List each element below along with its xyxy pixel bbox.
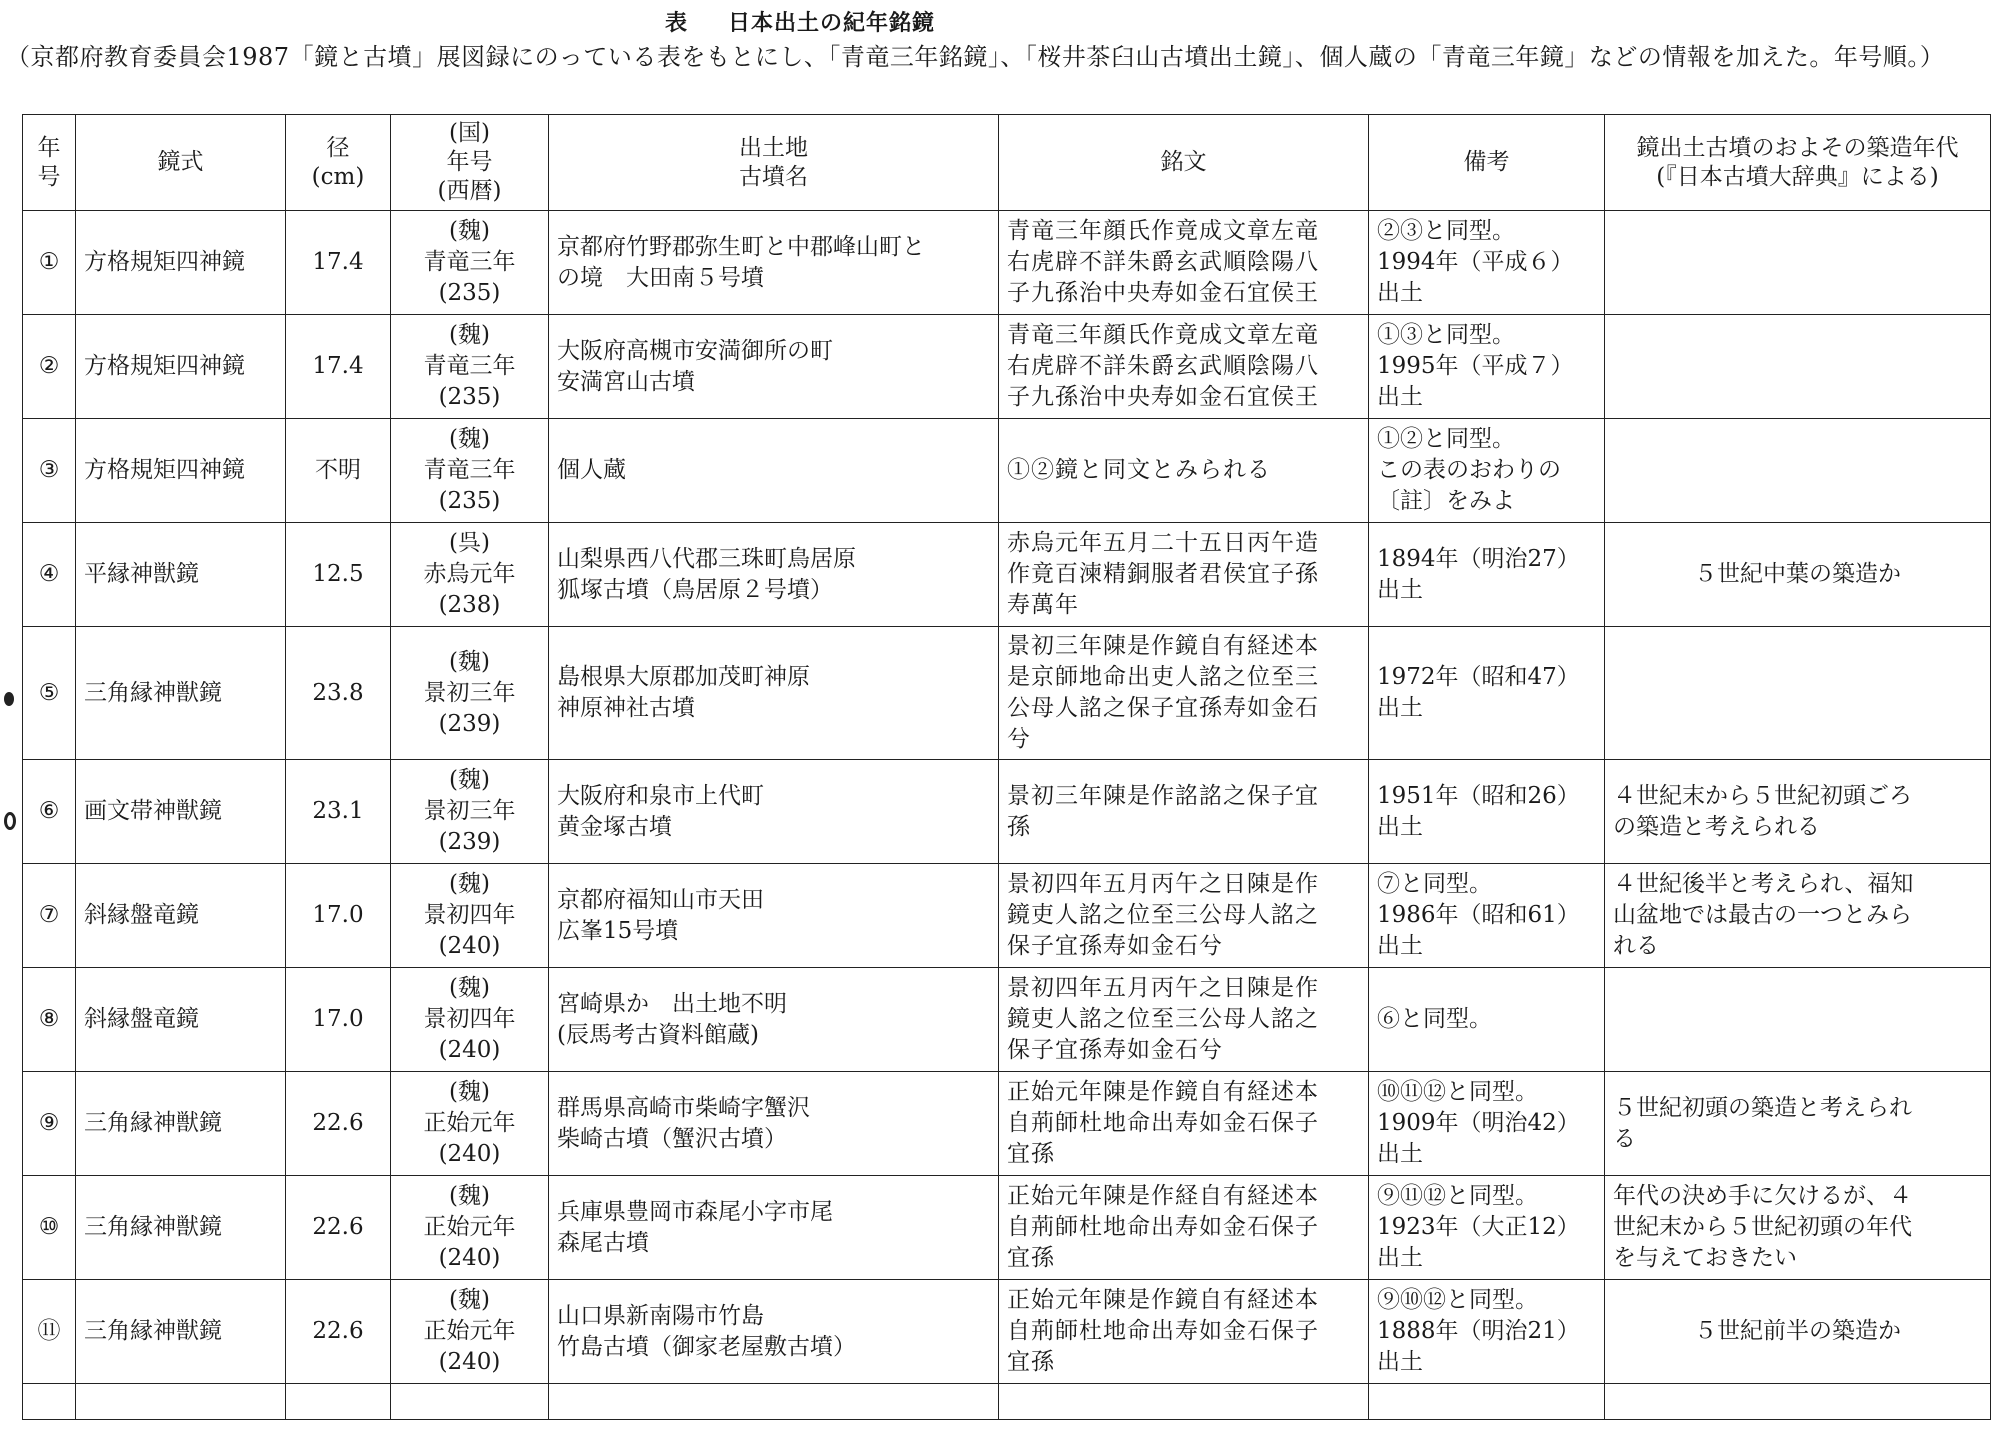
cell-place bbox=[549, 1280, 999, 1384]
cell-notes bbox=[1369, 211, 1605, 315]
cell-notes bbox=[1369, 760, 1605, 864]
cell-era bbox=[391, 864, 549, 968]
era-line: (呉) bbox=[449, 530, 490, 556]
era-line: (魏) bbox=[449, 767, 490, 793]
inscription-line: 作竟百湅精銅服者君侯宜子孫 bbox=[1007, 561, 1319, 587]
cell-empty bbox=[549, 1384, 999, 1420]
cell-construction-date bbox=[1605, 1072, 1991, 1176]
era-line: 景初四年 bbox=[423, 1006, 516, 1032]
table-caption: （京都府教育委員会1987「鏡と古墳」展図録にのっている表をもとにし、「青竜三年銘鏡」、「桜井茶臼山古墳出土鏡」、個人蔵の「青竜三年鏡」などの情報を加えた。年号順。） bbox=[6, 43, 1945, 71]
place-line: 個人蔵 bbox=[557, 457, 626, 483]
header-era-line: (国) bbox=[449, 120, 490, 146]
era-line: (240) bbox=[438, 1141, 501, 1167]
cell-construction-date bbox=[1605, 1176, 1991, 1280]
cell-era bbox=[391, 760, 549, 864]
notes-line: 1994年（平成６） bbox=[1377, 249, 1574, 275]
cell-diameter: 17.0 bbox=[286, 968, 391, 1072]
place-line: 山口県新南陽市竹島 bbox=[557, 1302, 764, 1329]
era-line: 正始元年 bbox=[423, 1110, 516, 1136]
place-line: 狐塚古墳（鳥居原２号墳） bbox=[557, 576, 833, 603]
header-place-line: 古墳名 bbox=[739, 163, 808, 190]
cell-notes bbox=[1369, 315, 1605, 419]
notes-line: 1972年（昭和47） bbox=[1377, 664, 1580, 690]
cell-era bbox=[391, 968, 549, 1072]
notes-line: 1986年（昭和61） bbox=[1377, 902, 1580, 928]
place-line: 竹島古墳（御家老屋敷古墳） bbox=[557, 1333, 856, 1360]
notes-line: 1894年（明治27） bbox=[1377, 545, 1580, 572]
place-line: 広峯15号墳 bbox=[557, 917, 679, 944]
era-line: (魏) bbox=[449, 975, 490, 1001]
cell-empty bbox=[1369, 1384, 1605, 1420]
header-no-char: 年 bbox=[37, 134, 61, 161]
cell-era bbox=[391, 1176, 549, 1280]
cell-place bbox=[549, 864, 999, 968]
place-line: 柴崎古墳（蟹沢古墳） bbox=[557, 1125, 787, 1152]
header-type: 鏡式 bbox=[76, 115, 286, 211]
cell-place bbox=[549, 627, 999, 760]
cell-construction-date bbox=[1605, 864, 1991, 968]
cell-place bbox=[549, 419, 999, 523]
inscription-line: 宜孫 bbox=[1007, 1141, 1055, 1167]
era-line: 赤烏元年 bbox=[423, 561, 516, 587]
era-line: (魏) bbox=[449, 1183, 490, 1209]
place-line: の境 大田南５号墳 bbox=[557, 264, 764, 291]
cell-empty bbox=[76, 1384, 286, 1420]
header-place bbox=[549, 115, 999, 211]
cell-empty bbox=[1605, 1384, 1991, 1420]
inscription-line: 景初三年陳是作詺詺之保子宜 bbox=[1007, 782, 1319, 809]
cell-diameter: 12.5 bbox=[286, 523, 391, 627]
cell-mirror-type: 三角縁神獣鏡 bbox=[76, 1176, 286, 1280]
inscription-line: 宜孫 bbox=[1007, 1245, 1055, 1271]
cell-construction-date bbox=[1605, 523, 1991, 627]
inscription-line: 青竜三年顔氏作竟成文章左竜 bbox=[1007, 322, 1319, 348]
notes-line: 出土 bbox=[1377, 1141, 1423, 1167]
notes-line: 出土 bbox=[1377, 384, 1423, 410]
notes-line: 出土 bbox=[1377, 933, 1423, 959]
cell-no: ⑪ bbox=[23, 1280, 76, 1384]
date-line: 世紀末から５世紀初頭の年代 bbox=[1613, 1214, 1912, 1240]
margin-mark bbox=[4, 692, 14, 706]
era-line: (魏) bbox=[449, 218, 490, 244]
header-era-line: (西暦) bbox=[437, 178, 502, 204]
header-place-line: 出土地 bbox=[739, 134, 808, 161]
cell-notes bbox=[1369, 864, 1605, 968]
place-line: 黄金塚古墳 bbox=[557, 813, 672, 840]
cell-diameter: 17.4 bbox=[286, 211, 391, 315]
header-construction-date bbox=[1605, 115, 1991, 211]
era-line: (魏) bbox=[449, 1287, 490, 1313]
header-row bbox=[23, 115, 1991, 211]
table-row bbox=[23, 864, 1991, 968]
place-line: (辰馬考古資料館蔵) bbox=[557, 1021, 759, 1048]
notes-line: ⑦と同型。 bbox=[1377, 871, 1492, 897]
inscription-line: 鏡吏人詺之位至三公母人詺之 bbox=[1007, 902, 1319, 928]
notes-line: 1995年（平成７） bbox=[1377, 353, 1574, 379]
era-line: (魏) bbox=[449, 648, 490, 675]
cell-no: ④ bbox=[23, 523, 76, 627]
place-line: 大阪府和泉市上代町 bbox=[557, 782, 764, 809]
era-line: (240) bbox=[438, 933, 501, 959]
inscription-line: 公母人詺之保子宜孫寿如金石 bbox=[1007, 695, 1319, 721]
cell-diameter: 17.0 bbox=[286, 864, 391, 968]
notes-line: 出土 bbox=[1377, 813, 1423, 840]
notes-line: ①②と同型。 bbox=[1377, 426, 1515, 452]
notes-line: ⑨⑪⑫と同型。 bbox=[1377, 1183, 1538, 1209]
inscription-line: 正始元年陳是作鏡自有経述本 bbox=[1007, 1287, 1319, 1313]
cell-mirror-type: 平縁神獣鏡 bbox=[76, 523, 286, 627]
inscription-line: 孫 bbox=[1007, 813, 1031, 840]
date-line: を与えておきたい bbox=[1613, 1245, 1797, 1271]
cell-mirror-type: 方格規矩四神鏡 bbox=[76, 315, 286, 419]
cell-empty bbox=[286, 1384, 391, 1420]
era-line: 青竜三年 bbox=[423, 353, 516, 379]
header-diameter-line: (cm) bbox=[311, 163, 365, 190]
cell-inscription bbox=[999, 760, 1369, 864]
era-line: (魏) bbox=[449, 871, 490, 897]
cell-no: ⑧ bbox=[23, 968, 76, 1072]
date-line: の築造と考えられる bbox=[1613, 813, 1820, 840]
cell-no: ⑤ bbox=[23, 627, 76, 760]
cell-no: ⑦ bbox=[23, 864, 76, 968]
cell-mirror-type: 方格規矩四神鏡 bbox=[76, 419, 286, 523]
inscription-line: 景初四年五月丙午之日陳是作 bbox=[1007, 975, 1319, 1001]
notes-line: ①③と同型。 bbox=[1377, 322, 1515, 348]
cell-no: ⑥ bbox=[23, 760, 76, 864]
cell-mirror-type: 三角縁神獣鏡 bbox=[76, 1072, 286, 1176]
era-line: (魏) bbox=[449, 322, 490, 348]
cell-diameter: 22.6 bbox=[286, 1280, 391, 1384]
cell-inscription bbox=[999, 864, 1369, 968]
cell-diameter: 22.6 bbox=[286, 1072, 391, 1176]
cell-no: ③ bbox=[23, 419, 76, 523]
cell-construction-date bbox=[1605, 760, 1991, 864]
cell-diameter: 22.6 bbox=[286, 1176, 391, 1280]
cell-notes bbox=[1369, 968, 1605, 1072]
cell-construction-date bbox=[1605, 419, 1991, 523]
cell-construction-date bbox=[1605, 968, 1991, 1072]
notes-line: ⑩⑪⑫と同型。 bbox=[1377, 1079, 1538, 1105]
date-line: ５世紀中葉の築造か bbox=[1694, 561, 1901, 587]
notes-line: この表のおわりの bbox=[1377, 457, 1561, 483]
inscription-line: 寿萬年 bbox=[1007, 592, 1079, 618]
cell-inscription bbox=[999, 211, 1369, 315]
margin-mark bbox=[4, 812, 16, 830]
era-line: 青竜三年 bbox=[423, 249, 516, 275]
inscription-line: 青竜三年顔氏作竟成文章左竜 bbox=[1007, 218, 1319, 244]
cell-notes bbox=[1369, 1176, 1605, 1280]
era-line: 正始元年 bbox=[423, 1318, 516, 1344]
table-body bbox=[23, 211, 1991, 1420]
inscription-line: 赤烏元年五月二十五日丙午造 bbox=[1007, 530, 1319, 556]
cell-inscription bbox=[999, 627, 1369, 760]
era-line: 景初三年 bbox=[423, 798, 516, 824]
cell-notes bbox=[1369, 523, 1605, 627]
cell-place bbox=[549, 760, 999, 864]
cell-notes bbox=[1369, 1072, 1605, 1176]
place-line: 京都府福知山市天田 bbox=[557, 886, 764, 913]
cell-place bbox=[549, 1072, 999, 1176]
notes-line: 1923年（大正12） bbox=[1377, 1214, 1580, 1240]
notes-line: 1951年（昭和26） bbox=[1377, 782, 1580, 809]
cell-era bbox=[391, 315, 549, 419]
cell-era bbox=[391, 1280, 549, 1384]
dated-mirror-table bbox=[22, 114, 1991, 1420]
header-date-line: (『日本古墳大辞典』による) bbox=[1656, 163, 1939, 190]
place-line: 島根県大原郡加茂町神原 bbox=[557, 664, 810, 690]
notes-line: 出土 bbox=[1377, 1245, 1423, 1271]
era-line: 正始元年 bbox=[423, 1214, 516, 1240]
era-line: (238) bbox=[438, 592, 501, 618]
era-line: (240) bbox=[438, 1349, 501, 1375]
place-line: 森尾古墳 bbox=[557, 1229, 649, 1256]
cell-inscription bbox=[999, 523, 1369, 627]
cell-era bbox=[391, 627, 549, 760]
era-line: 景初四年 bbox=[423, 902, 516, 928]
place-line: 安満宮山古墳 bbox=[557, 368, 695, 395]
cell-era bbox=[391, 419, 549, 523]
date-line: ４世紀末から５世紀初頭ごろ bbox=[1613, 782, 1912, 809]
era-line: 景初三年 bbox=[423, 679, 516, 706]
header-diameter-line: 径 bbox=[326, 134, 350, 161]
date-line: 山盆地では最古の一つとみら bbox=[1613, 902, 1912, 928]
cell-mirror-type: 三角縁神獣鏡 bbox=[76, 1280, 286, 1384]
table-row bbox=[23, 315, 1991, 419]
cell-construction-date bbox=[1605, 1280, 1991, 1384]
cell-era bbox=[391, 1072, 549, 1176]
cell-place bbox=[549, 523, 999, 627]
date-line: ４世紀後半と考えられ、福知 bbox=[1613, 871, 1914, 897]
cell-place bbox=[549, 315, 999, 419]
era-line: (魏) bbox=[449, 426, 490, 452]
cell-mirror-type: 方格規矩四神鏡 bbox=[76, 211, 286, 315]
inscription-line: 子九孫治中央寿如金石宜侯王 bbox=[1007, 384, 1319, 410]
cell-diameter: 不明 bbox=[286, 419, 391, 523]
inscription-line: 右虎辟不詳朱爵玄武順陰陽八 bbox=[1007, 249, 1319, 275]
inscription-line: 自荊師杜地命出寿如金石保子 bbox=[1007, 1214, 1319, 1240]
cell-diameter: 17.4 bbox=[286, 315, 391, 419]
table-row bbox=[23, 760, 1991, 864]
cell-empty bbox=[999, 1384, 1369, 1420]
notes-line: ⑨⑩⑫と同型。 bbox=[1377, 1287, 1538, 1313]
era-line: (235) bbox=[438, 280, 501, 306]
cell-place bbox=[549, 968, 999, 1072]
cell-empty bbox=[391, 1384, 549, 1420]
header-era bbox=[391, 115, 549, 211]
cell-era bbox=[391, 211, 549, 315]
cell-inscription bbox=[999, 419, 1369, 523]
place-line: 山梨県西八代郡三珠町鳥居原 bbox=[557, 545, 856, 572]
date-line: 年代の決め手に欠けるが、４ bbox=[1613, 1183, 1912, 1209]
notes-line: 〔註〕をみよ bbox=[1377, 488, 1515, 514]
cell-mirror-type: 斜縁盤竜鏡 bbox=[76, 864, 286, 968]
place-line: 宮崎県か 出土地不明 bbox=[557, 990, 787, 1017]
date-line: れる bbox=[1613, 933, 1659, 959]
header-no bbox=[23, 115, 76, 211]
inscription-line: 景初三年陳是作鏡自有経述本 bbox=[1007, 633, 1319, 659]
date-line: ５世紀初頭の築造と考えられ bbox=[1613, 1094, 1912, 1121]
table-row bbox=[23, 419, 1991, 523]
era-line: (240) bbox=[438, 1037, 501, 1063]
title-label: 表 bbox=[664, 11, 688, 36]
date-line: る bbox=[1613, 1125, 1636, 1152]
cell-empty bbox=[23, 1384, 76, 1420]
era-line: (魏) bbox=[449, 1079, 490, 1105]
cell-inscription bbox=[999, 1280, 1369, 1384]
header-date-line: 鏡出土古墳のおよその築造年代 bbox=[1636, 134, 1959, 161]
table-row bbox=[23, 968, 1991, 1072]
era-line: (235) bbox=[438, 488, 501, 514]
inscription-line: ①②鏡と同文とみられる bbox=[1007, 457, 1271, 483]
table-row bbox=[23, 523, 1991, 627]
era-line: 青竜三年 bbox=[423, 457, 516, 483]
cell-construction-date bbox=[1605, 315, 1991, 419]
era-line: (240) bbox=[438, 1245, 501, 1271]
inscription-line: 自荊師杜地命出寿如金石保子 bbox=[1007, 1318, 1319, 1344]
notes-line: 出土 bbox=[1377, 576, 1423, 603]
header-no-char: 号 bbox=[37, 163, 61, 190]
cell-no: ② bbox=[23, 315, 76, 419]
cell-diameter: 23.1 bbox=[286, 760, 391, 864]
inscription-line: 景初四年五月丙午之日陳是作 bbox=[1007, 871, 1319, 897]
cell-notes bbox=[1369, 1280, 1605, 1384]
notes-line: 出土 bbox=[1377, 1349, 1423, 1375]
place-line: 大阪府高槻市安満御所の町 bbox=[557, 337, 833, 364]
notes-line: 出土 bbox=[1377, 695, 1423, 721]
inscription-line: 兮 bbox=[1007, 726, 1031, 752]
inscription-line: 保子宜孫寿如金石兮 bbox=[1007, 933, 1223, 959]
cell-place bbox=[549, 211, 999, 315]
inscription-line: 正始元年陳是作経自有経述本 bbox=[1007, 1183, 1319, 1209]
table-row bbox=[23, 1072, 1991, 1176]
page-title bbox=[0, 6, 1600, 37]
cell-inscription bbox=[999, 1176, 1369, 1280]
inscription-line: 自荊師杜地命出寿如金石保子 bbox=[1007, 1110, 1319, 1136]
place-line: 群馬県高崎市柴崎字蟹沢 bbox=[557, 1094, 810, 1121]
inscription-line: 右虎辟不詳朱爵玄武順陰陽八 bbox=[1007, 353, 1319, 379]
cell-notes bbox=[1369, 419, 1605, 523]
table-row bbox=[23, 1280, 1991, 1384]
header-diameter bbox=[286, 115, 391, 211]
table-row bbox=[23, 627, 1991, 760]
place-line: 京都府竹野郡弥生町と中郡峰山町と bbox=[557, 233, 925, 260]
cell-inscription bbox=[999, 315, 1369, 419]
cell-mirror-type: 斜縁盤竜鏡 bbox=[76, 968, 286, 1072]
inscription-line: 子九孫治中央寿如金石宜侯王 bbox=[1007, 280, 1319, 306]
cell-inscription bbox=[999, 1072, 1369, 1176]
cell-inscription bbox=[999, 968, 1369, 1072]
inscription-line: 正始元年陳是作鏡自有経述本 bbox=[1007, 1079, 1319, 1105]
notes-line: 1909年（明治42） bbox=[1377, 1110, 1580, 1136]
header-era-line: 年号 bbox=[446, 149, 493, 175]
cell-no: ① bbox=[23, 211, 76, 315]
era-line: (239) bbox=[438, 829, 501, 855]
cell-mirror-type: 画文帯神獣鏡 bbox=[76, 760, 286, 864]
cell-construction-date bbox=[1605, 211, 1991, 315]
title-text: 日本出土の紀年銘鏡 bbox=[728, 11, 936, 36]
table-row bbox=[23, 1176, 1991, 1280]
cell-diameter: 23.8 bbox=[286, 627, 391, 760]
inscription-line: 是京師地命出吏人詺之位至三 bbox=[1007, 664, 1319, 690]
notes-line: ⑥と同型。 bbox=[1377, 1006, 1492, 1032]
notes-line: 出土 bbox=[1377, 280, 1423, 306]
notes-line: ②③と同型。 bbox=[1377, 218, 1515, 244]
notes-line: 1888年（明治21） bbox=[1377, 1318, 1580, 1344]
table-row bbox=[23, 211, 1991, 315]
cell-no: ⑩ bbox=[23, 1176, 76, 1280]
inscription-line: 宜孫 bbox=[1007, 1349, 1055, 1375]
place-line: 兵庫県豊岡市森尾小字市尾 bbox=[557, 1198, 833, 1225]
header-inscription: 銘文 bbox=[999, 115, 1369, 211]
cell-notes bbox=[1369, 627, 1605, 760]
inscription-line: 鏡吏人詺之位至三公母人詺之 bbox=[1007, 1006, 1319, 1032]
cell-place bbox=[549, 1176, 999, 1280]
place-line: 神原神社古墳 bbox=[557, 695, 695, 721]
cell-era bbox=[391, 523, 549, 627]
era-line: (239) bbox=[438, 710, 501, 737]
era-line: (235) bbox=[438, 384, 501, 410]
cell-construction-date bbox=[1605, 627, 1991, 760]
cell-no: ⑨ bbox=[23, 1072, 76, 1176]
cell-mirror-type: 三角縁神獣鏡 bbox=[76, 627, 286, 760]
table-row-partial bbox=[23, 1384, 1991, 1420]
date-line: ５世紀前半の築造か bbox=[1694, 1318, 1901, 1344]
inscription-line: 保子宜孫寿如金石兮 bbox=[1007, 1037, 1223, 1063]
header-notes: 備考 bbox=[1369, 115, 1605, 211]
